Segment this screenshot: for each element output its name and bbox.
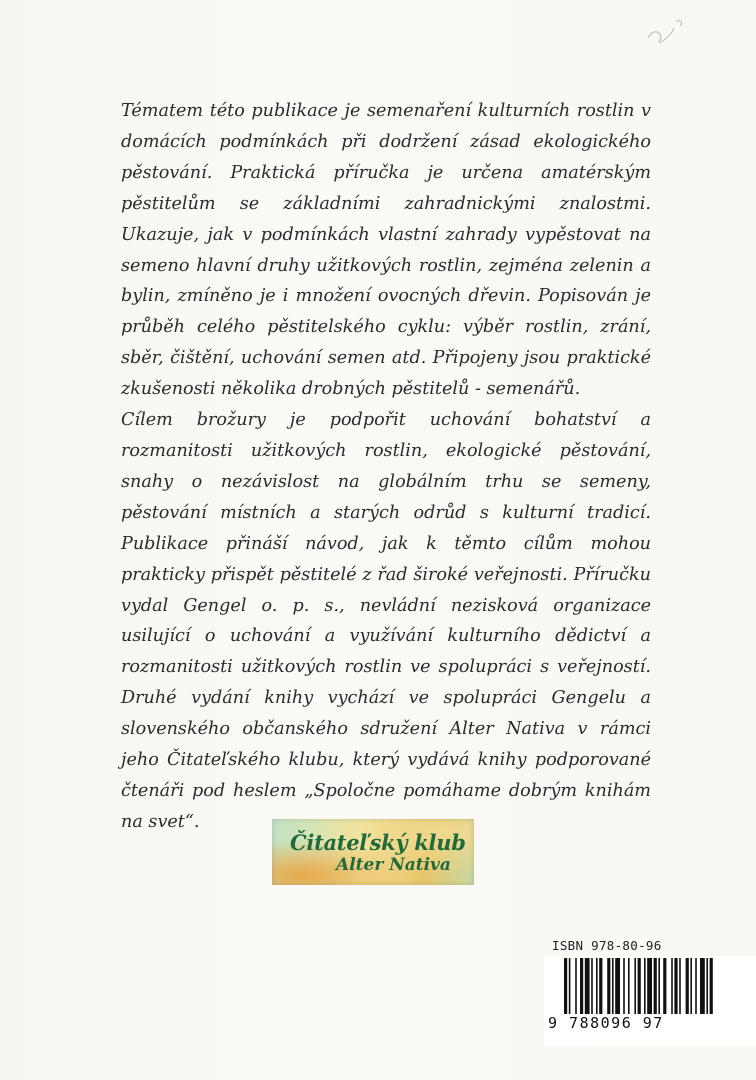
isbn-label: ISBN 978-80-96 xyxy=(552,938,662,953)
logo-line-2: Alter Nativa xyxy=(336,855,451,875)
barcode xyxy=(544,956,756,1046)
blurb-paragraph-2: Cílem brožury je podpořit uchování bohatství a rozmanitosti užitkových rostlin, ekologické pěstování, snahy o nezávislost na globálním trhu se semeny, pěstování místních a starých odrůd s kulturní tradicí. Publikace přináší návod, jak k těmto cílům mohou prakticky přispět pěstitelé z řad široké veřejnosti. Příručku vydal Gengel o. p. s., nevládní nezisková organizace usilující o uchování a využívání kulturního dědictví a rozmanitosti užitkových rostlin ve spolupráci s veřejností. Druhé vydání knihy vychází ve spolupráci Gengelu a slovenského občanského sdružení Alter Nativa v rámci jeho Čitateľského klubu, který vydává knihy podporované čtenáři pod heslem „Spoločne pomáhame dobrým knihám na svet“. xyxy=(121,410,651,832)
logo-line-1: Čitateľský klub xyxy=(290,830,466,855)
blurb-paragraph-1: Tématem této publikace je semenaření kulturních rostlin v domácích podmínkách při dodržení zásad ekologického pěstování. Praktická příručka je určena amatérským pěstitelům se základními zahradnickými znalostmi. Ukazuje, jak v podmínkách vlastní zahrady vypěstovat na semeno hlavní druhy užitkových rostlin, zejména zelenin a bylin, zmíněno je i množení ovocných dřevin. Popisován je průběh celého pěstitelského cyklu: výběr rostlin, zrání, sběr, čištění, uchování semen atd. Připojeny jsou praktické zkušenosti několika drobných pěstitelů - semenářů. xyxy=(121,101,651,400)
blurb-text xyxy=(121,96,651,838)
reader-club-logo xyxy=(272,819,474,885)
pencil-mark-icon xyxy=(640,8,700,48)
barcode-bars-icon xyxy=(564,958,756,1018)
barcode-digits: 9 788096 97 xyxy=(548,1014,668,1032)
